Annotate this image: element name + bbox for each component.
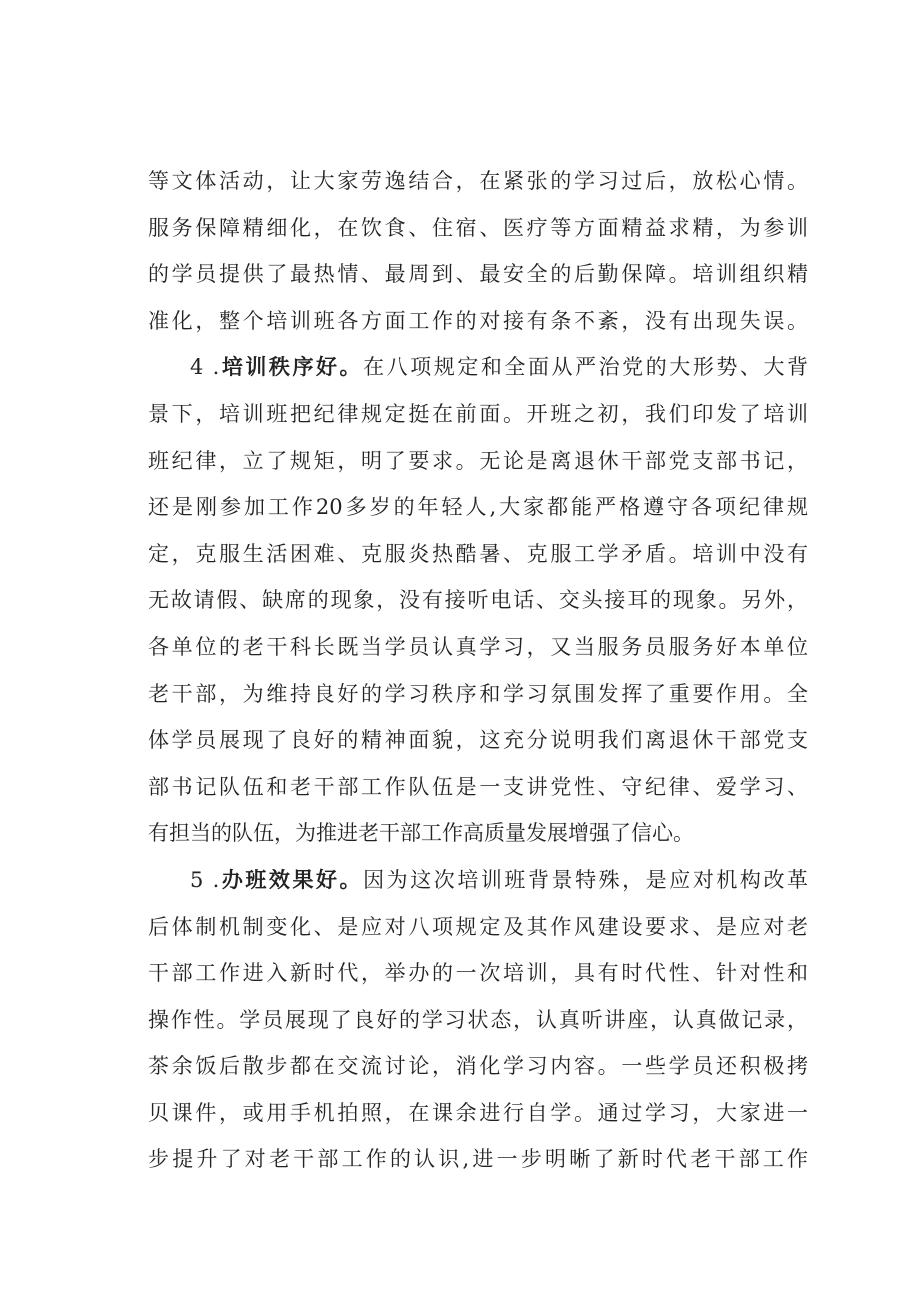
paragraph-line: 老干部，为维持良好的学习秩序和学习氛围发挥了重要作用。全 [148,681,808,706]
section-4-heading: 培训秩序好。 [219,354,364,380]
body-text [148,158,808,1183]
paragraph-line: 部书记队伍和老干部工作队伍是一支讲党性、守纪律、爱学习、 [148,774,808,799]
paragraph-line: 各单位的老干科长既当学员认真学习，又当服务员服务好本单位 [148,634,808,659]
section-4-first-line [148,344,808,391]
section-4-first-line-text: 在八项规定和全面从严治党的大形势、大背 [363,355,808,380]
paragraph-line: 体学员展现了良好的精神面貌，这充分说明我们离退休干部党支 [148,728,808,753]
section-5-heading: 办班效果好。 [219,866,364,892]
paragraph-line: 景下，培训班把纪律规定挺在前面。开班之初，我们印发了培训 [148,401,808,426]
paragraph-line: 后体制机制变化、是应对八项规定及其作风建设要求、是应对老 [148,914,808,939]
section-4-number: 4 . [190,355,220,380]
section-5-number: 5 . [190,867,220,892]
paragraph-line: 贝课件，或用手机拍照，在课余进行自学。通过学习，大家进一 [148,1100,808,1125]
paragraph-line: 服务保障精细化，在饮食、住宿、医疗等方面精益求精，为参训 [148,215,808,240]
paragraph-line: 定，克服生活困难、克服炎热酷暑、克服工学矛盾。培训中没有 [148,541,808,566]
section-5-first-line-text: 因为这次培训班背景特殊，是应对机构改革 [363,867,808,892]
paragraph-line: 等文体活动，让大家劳逸结合，在紧张的学习过后，放松心情。 [148,169,808,193]
paragraph-line: 还是刚参加工作20多岁的年轻人,大家都能严格遵守各项纪律规 [148,495,808,520]
paragraph-line: 步提升了对老干部工作的认识,进一步明晰了新时代老干部工作 [148,1147,808,1172]
paragraph-line: 准化，整个培训班各方面工作的对接有条不紊，没有出现失误。 [148,308,808,333]
paragraph-line: 干部工作进入新时代，举办的一次培训，具有时代性、针对性和 [148,961,808,986]
paragraph-line: 操作性。学员展现了良好的学习状态，认真听讲座，认真做记录， [148,1007,808,1032]
paragraph-line: 的学员提供了最热情、最周到、最安全的后勤保障。培训组织精 [148,262,808,287]
paragraph-line: 有担当的队伍，为推进老干部工作高质量发展增强了信心。 [148,821,694,846]
paragraph-line: 茶余饭后散步都在交流讨论，消化学习内容。一些学员还积极拷 [148,1054,808,1079]
paragraph-line: 无故请假、缺席的现象，没有接听电话、交头接耳的现象。另外， [148,588,808,613]
section-5-first-line [148,857,808,904]
paragraph-line: 班纪律，立了规矩，明了要求。无论是离退休干部党支部书记， [148,448,808,473]
